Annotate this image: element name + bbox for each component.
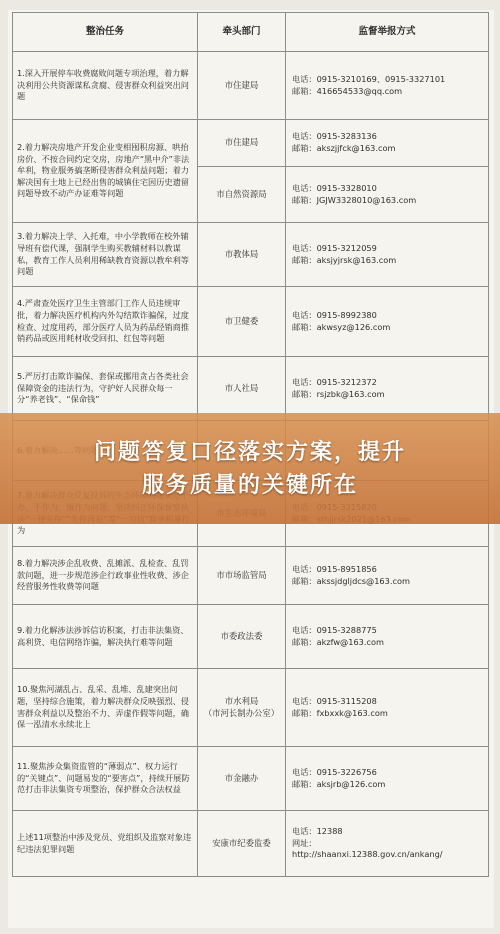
task-text: 8.着力解决涉企乱收费、乱摊派、乱检查、乱罚款问题，进一步规范涉企行政事业性收费、涉企经营服务性收费等问题 xyxy=(13,547,198,605)
table-row xyxy=(13,120,489,167)
email-text: 邮箱：aksjyjrsk@163.com xyxy=(292,254,397,265)
contact-cell xyxy=(286,120,489,167)
dept-name: 市卫健委 xyxy=(198,287,286,357)
task-text: 11.聚焦涉众集资监管的“薄弱点”、权力运行的“关键点”、问题易发的“要害点”，持续开展防范打击非法集资专项整治，保护群众合法权益 xyxy=(13,747,198,811)
headline-banner xyxy=(0,413,500,524)
header-dept: 牵头部门 xyxy=(198,13,286,52)
email-text: 邮箱：rsjzbk@163.com xyxy=(292,388,385,399)
table-row xyxy=(13,811,489,877)
headline-line-2: 服务质量的关键所在 xyxy=(141,472,358,498)
table-row xyxy=(13,547,489,605)
url-label: 网址： xyxy=(292,837,317,848)
dept-name: 市教体局 xyxy=(198,223,286,287)
url-link[interactable]: http://shaanxi.12388.gov.cn/ankang/ xyxy=(292,849,443,860)
email-text: 邮箱：akzfw@163.com xyxy=(292,636,384,647)
header-task: 整治任务 xyxy=(13,13,198,52)
email-text: 邮箱：416654533@qq.com xyxy=(292,85,403,96)
contact-cell xyxy=(286,605,489,669)
phone-text: 电话：0915-3283136 xyxy=(292,131,377,142)
header-contact: 监督举报方式 xyxy=(286,13,489,52)
phone-text: 电话：0915-8992380 xyxy=(292,309,377,320)
dept-name: 市住建局 xyxy=(198,52,286,120)
table-row xyxy=(13,747,489,811)
contact-cell xyxy=(286,547,489,605)
table-header-row xyxy=(13,13,489,52)
contact-cell xyxy=(286,669,489,747)
dept-name: 市人社局 xyxy=(198,357,286,421)
email-text: 邮箱：JGJW3328010@163.com xyxy=(292,194,417,205)
contact-cell xyxy=(286,357,489,421)
headline-line-1: 问题答复口径落实方案，提升 xyxy=(93,439,406,465)
email-text: 邮箱：fxbxxk@163.com xyxy=(292,707,388,718)
phone-text: 电话：0915-3328010 xyxy=(292,182,377,193)
task-text: 5.严厉打击欺诈骗保、套保或挪用贪占各类社会保障资金的违法行为，守护好人民群众每一分“养老钱”、“保命钱” xyxy=(13,357,198,421)
contact-cell xyxy=(286,223,489,287)
phone-text: 电话：0915-3226756 xyxy=(292,766,377,777)
dept-name: 安康市纪委监委 xyxy=(198,811,286,877)
email-text: 邮箱：akwsyz@126.com xyxy=(292,321,391,332)
task-text: 1.深入开展停车收费腐败问题专项治理，着力解决利用公共资源谋私贪腐、侵害群众利益突出问题 xyxy=(13,52,198,120)
contact-cell xyxy=(286,287,489,357)
contact-cell xyxy=(286,52,489,120)
dept-name: 市委政法委 xyxy=(198,605,286,669)
contact-cell xyxy=(286,167,489,223)
table-row xyxy=(13,357,489,421)
contact-cell xyxy=(286,811,489,877)
table-row xyxy=(13,287,489,357)
dept-name: 市住建局 xyxy=(198,120,286,167)
contact-cell xyxy=(286,747,489,811)
phone-text: 电话：12388 xyxy=(292,826,343,837)
phone-text: 电话：0915-3115208 xyxy=(292,695,377,706)
table-row xyxy=(13,223,489,287)
phone-text: 电话：0915-3212059 xyxy=(292,242,377,253)
dept-name: 市金融办 xyxy=(198,747,286,811)
dept-name: 市水利局 （市河长制办公室） xyxy=(198,669,286,747)
task-text: 2.着力解决房地产开发企业变相囤积房源、哄抬房价、不按合同约定交房，房地产“黑中介”非法牟利，物业服务搞垄断侵害群众利益问题；着力解决国有土地上已经出售的城镇住宅因历史遗留问题导致不动产办证难等问题 xyxy=(13,120,198,223)
phone-text: 电话：0915-3288775 xyxy=(292,624,377,635)
email-text: 邮箱：aksjrb@126.com xyxy=(292,778,386,789)
table-row xyxy=(13,52,489,120)
phone-text: 电话：0915-8951856 xyxy=(292,563,377,574)
table-row xyxy=(13,669,489,747)
dept-name: 市市场监管局 xyxy=(198,547,286,605)
phone-text: 电话：0915-3210169、0915-3327101 xyxy=(292,73,446,84)
phone-text: 电话：0915-3212372 xyxy=(292,376,377,387)
task-text: 10.聚焦河湖乱占、乱采、乱堆、乱建突出问题，坚持综合施策，着力解决群众反映强烈、侵害群众利益以及整治不力、弄虚作假等问题，确保一泓清水永续北上 xyxy=(13,669,198,747)
task-text: 为 xyxy=(13,481,198,547)
task-text: 上述11项整治中涉及党员、党组织及监察对象违纪违法犯罪问题 xyxy=(13,811,198,877)
email-text: 邮箱：akssjdgljdcs@163.com xyxy=(292,575,410,586)
task-text: 3.着力解决上学、入托难，中小学教师在校外辅导班有偿代课，强制学生购买教辅材料以教谋私，教育工作人员利用稀缺教育资源以教牟利等问题 xyxy=(13,223,198,287)
table-row xyxy=(13,605,489,669)
task-text: 4.严肃查处医疗卫生主管部门工作人员违规审批，着力解决医疗机构内外勾结欺诈骗保，过度检查、过度用药，部分医疗人员为药品经销商推销药品或医用耗材收受回扣、红包等问题 xyxy=(13,287,198,357)
email-text: 邮箱：akszjjfck@163.com xyxy=(292,143,396,153)
dept-name: 市自然资源局 xyxy=(198,167,286,223)
task-text: 9.着力化解涉法涉诉信访积案，打击非法集资、高利贷、电信网络诈骗，解决执行难等问题 xyxy=(13,605,198,669)
